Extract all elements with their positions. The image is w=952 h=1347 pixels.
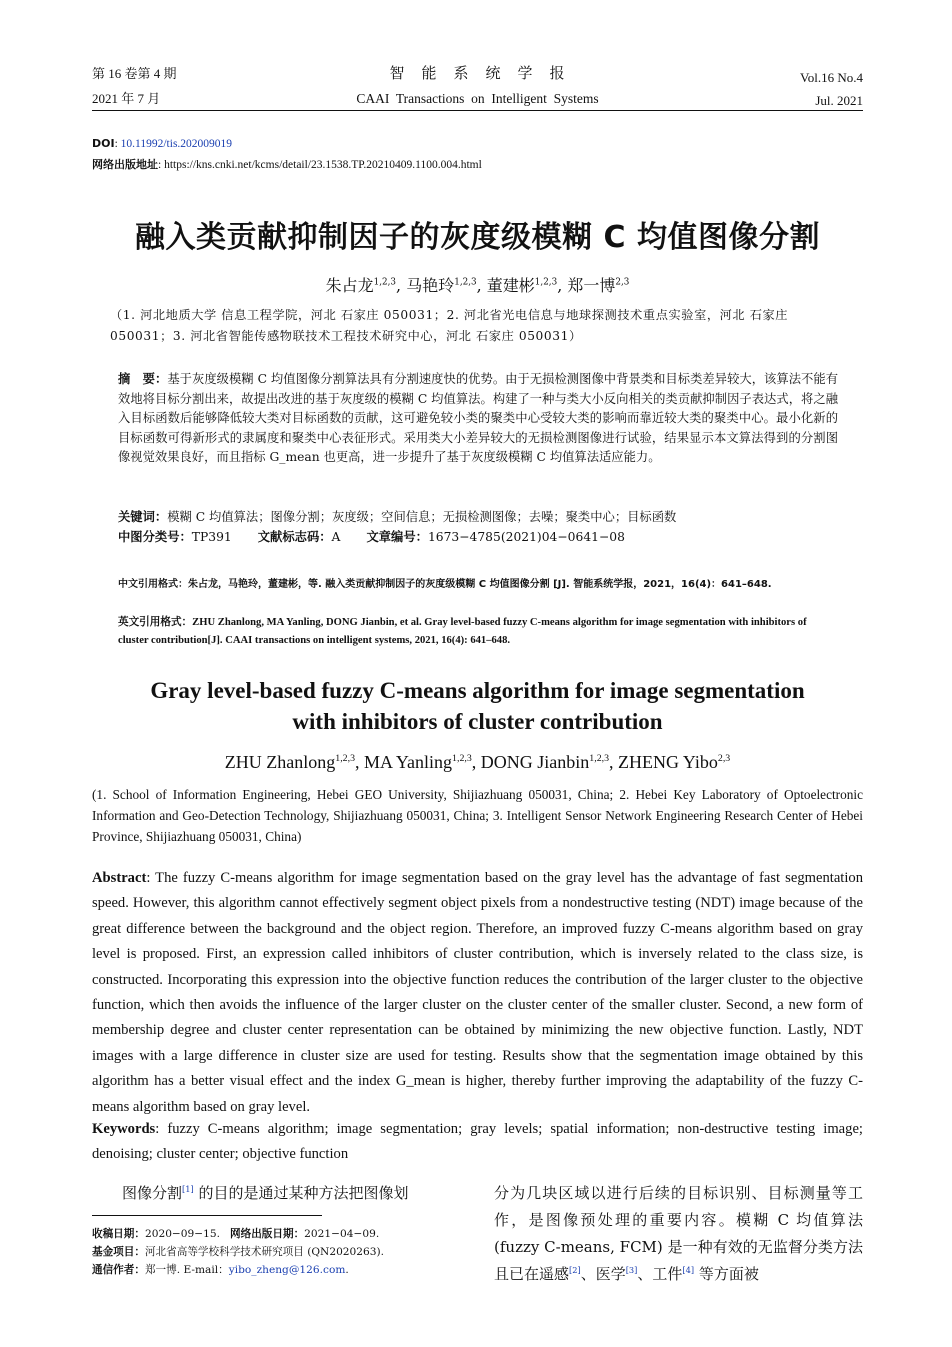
- corresponding-end: .: [345, 1264, 349, 1276]
- affiliation-zh: （1. 河北地质大学 信息工程学院，河北 石家庄 050031；2. 河北省光电信息与地球探测技术重点实验室，河北 石家庄 050031；3. 河北省智能传感物联技术工程技术研究中心，河北 石家庄 050031）: [110, 308, 789, 343]
- title-en: [92, 675, 863, 737]
- email-link[interactable]: yibo_zheng@126.com: [228, 1264, 346, 1276]
- footnote-dates: [92, 1225, 472, 1243]
- online-date-label: 网络出版日期：: [230, 1228, 305, 1240]
- doi-link[interactable]: 10.11992/tis.202009019: [120, 138, 233, 150]
- body-text-2c: 、工件: [637, 1265, 683, 1283]
- clc-value: TP391: [191, 530, 232, 544]
- abstract-en-label: Abstract: [92, 870, 147, 886]
- author-zh-4: 郑一博$^{2,3}$: [567, 276, 630, 295]
- header-rule: [92, 110, 863, 111]
- keywords-en-label: Keywords: [92, 1121, 156, 1137]
- received-label: 收稿日期：: [92, 1228, 145, 1240]
- body-text-2b: 、医学: [580, 1265, 626, 1283]
- footnotes: [92, 1225, 472, 1279]
- fund-label: 基金项目：: [92, 1246, 145, 1258]
- title-en-line-2: with inhibitors of cluster contribution: [292, 709, 663, 734]
- citation-en: 英文引用格式：ZHU Zhanlong, MA Yanling, DONG Jianbin, et al. Gray level-based fuzzy C-means algorithm for image segmentation with inhibitors of cluster contribution[J]. CAAI transactions on intelligent systems, 2021, 16(4): 641–648.: [118, 617, 807, 646]
- keywords-zh-text: 模糊 C 均值算法；图像分割；灰度级；空间信息；无损检测图像；去噪；聚类中心；目标函数: [167, 510, 677, 524]
- author-zh-2: 马艳玲$^{1,2,3}$,: [406, 276, 487, 295]
- reference-link-2[interactable]: [2]: [569, 1265, 581, 1275]
- author-en-2: MA Yanling$^{1,2,3}$,: [364, 752, 481, 772]
- abstract-zh-text: 基于灰度级模糊 C 均值图像分割算法具有分割速度快的优势。由于无损检测图像中背景类和目标类差异较大，该算法不能有效地将目标分割出来，故提出改进的基于灰度级的模糊 C 均值算法。构建了一种与类大小反向相关的类贡献抑制因子表达式，将之融入目标函数后能够降低较大类对目标函数的贡献，这可避免较小类的聚类中心受较大类的影响而靠近较大类的聚类中心。最小化新的目标函数可得新形式的隶属度和聚类中心表征形式。采用类大小差异较大的无损检测图像进行试验，结果显示本文算法得到的分割图像视觉效果良好，而且指标 G_mean 也更高，进一步提升了基于灰度级模糊 C 均值算法适应能力。: [118, 372, 838, 464]
- body-column-1: [92, 1180, 464, 1207]
- keywords-en-text: : fuzzy C-means algorithm; image segmentation; gray levels; spatial information; non-destructive testing image; denoising; cluster center; objective function: [92, 1121, 863, 1163]
- doc-code-label: 文献标志码：: [257, 530, 332, 544]
- body-text-2a: 分为几块区域以进行后续的目标识别、目标测量等工作，是图像预处理的重要内容。模糊 C 均值算法 (fuzzy C-means, FCM) 是一种有效的无监督分类方法且已在遥感: [494, 1184, 863, 1283]
- online-address-label: 网络出版地址: [92, 158, 158, 171]
- header-volume: 第 16 卷第 4 期: [92, 66, 177, 81]
- header-journal-zh: 智 能 系 统 学 报: [389, 66, 566, 82]
- author-zh-3: 董建彬$^{1,2,3}$,: [486, 276, 568, 295]
- title-zh: 融入类贡献抑制因子的灰度级模糊 C 均值图像分割: [135, 220, 820, 255]
- abstract-en-text: : The fuzzy C-means algorithm for image segmentation based on the gray level has the advantage of fast segmentation speed. However, this algorithm cannot effectively segment object pixels from a nondestructive testing (NDT) image because of the great difference between the background and the object region. Therefore, an improved fuzzy C-means algorithm based on gray level is proposed. First, an expression called inhibitors of cluster contribution, which is inversely related to the class size, is constructed. Incorporating this expression into the objective function reduces the contribution of the larger cluster to the objective function, which then avoids the influence of the larger cluster on the cluster center of the smaller cluster. Second, a new form of membership degree and cluster center representation can be obtained by minimizing the new objective function. Lastly, NDT images with a large difference in cluster size are used for testing. Results show that the segmentation image obtained by this algorithm has a better visual effect and the index G_mean is higher, thereby further improving the adaptability of the fuzzy C-means algorithm based on gray level.: [92, 870, 863, 1115]
- reference-link-1[interactable]: [1]: [182, 1184, 194, 1194]
- title-en-line-1: Gray level-based fuzzy C-means algorithm for image segmentation: [150, 678, 805, 703]
- header-volume-en: Vol.16 No.4: [800, 70, 863, 85]
- keywords-zh-label: 关键词：: [118, 510, 168, 524]
- reference-link-3[interactable]: [3]: [625, 1265, 638, 1275]
- body-text-1a: 图像分割: [122, 1184, 183, 1202]
- authors-en: [92, 752, 863, 773]
- body-text-2d: 等方面被: [694, 1265, 759, 1283]
- corresponding-label: 通信作者：: [92, 1264, 145, 1276]
- author-en-4: ZHENG Yibo$^{2,3}$: [618, 752, 731, 772]
- online-date-value: 2021−04−09.: [304, 1228, 380, 1240]
- body-text-1b: 的目的是通过某种方法把图像划: [198, 1184, 409, 1202]
- online-address-url[interactable]: https://kns.cnki.net/kcms/detail/23.1538.TP.20210409.1100.004.html: [164, 159, 482, 171]
- keywords-en: [92, 1117, 863, 1168]
- clc-label: 中图分类号：: [118, 530, 192, 544]
- online-address-line: 网络出版地址: https://kns.cnki.net/kcms/detail/23.1538.TP.20210409.1100.004.html: [92, 158, 482, 171]
- abstract-en: [92, 866, 863, 1120]
- header-journal-en: CAAI Transactions on Intelligent Systems: [356, 91, 599, 106]
- header-date-en: Jul. 2021: [815, 93, 863, 108]
- received-value: 2020−09−15.: [144, 1228, 221, 1240]
- reference-link-4[interactable]: [4]: [682, 1265, 695, 1275]
- author-en-3: DONG Jianbin$^{1,2,3}$,: [480, 752, 619, 772]
- affiliation-en: (1. School of Information Engineering, Hebei GEO University, Shijiazhuang 050031, China; 2. Hebei Key Laboratory of Optoelectronic Information and Geo-Detection Technology, Shijiazhuang 050031, China; 3. Intelligent Sensor Network Engineering Research Center of Hebei Province, Shijiazhuang 050031, China): [92, 787, 863, 844]
- keywords-zh: [118, 508, 838, 528]
- header-date: 2021 年 7 月: [92, 91, 161, 106]
- abstract-zh: [118, 370, 838, 468]
- footnote-corresponding: [92, 1261, 472, 1279]
- article-number-label: 文章编号：: [366, 530, 428, 544]
- corresponding-value: 郑一博. E-mail：: [144, 1264, 229, 1276]
- authors-zh: [92, 273, 863, 296]
- doi-line: DOI: 10.11992/tis.202009019: [92, 137, 233, 150]
- abstract-zh-label: 摘 要：: [118, 372, 168, 386]
- fund-value: 河北省高等学校科学技术研究项目 (QN2020263).: [144, 1246, 385, 1258]
- author-en-1: ZHU Zhanlong$^{1,2,3}$,: [224, 752, 365, 772]
- footnote-fund: [92, 1243, 472, 1261]
- doc-code-value: A: [331, 530, 341, 544]
- footnote-rule: [92, 1215, 322, 1216]
- body-column-2: [494, 1180, 863, 1288]
- classification-zh: [118, 528, 838, 548]
- author-zh-1: 朱占龙$^{1,2,3}$,: [325, 276, 407, 295]
- doi-label: DOI: [92, 137, 115, 150]
- citation-zh: 中文引用格式：朱占龙，马艳玲，董建彬，等. 融入类贡献抑制因子的灰度级模糊 C 均值图像分割 [J]. 智能系统学报，2021，16(4)：641–648.: [118, 579, 772, 590]
- article-number-value: 1673−4785(2021)04−0641−08: [427, 530, 625, 544]
